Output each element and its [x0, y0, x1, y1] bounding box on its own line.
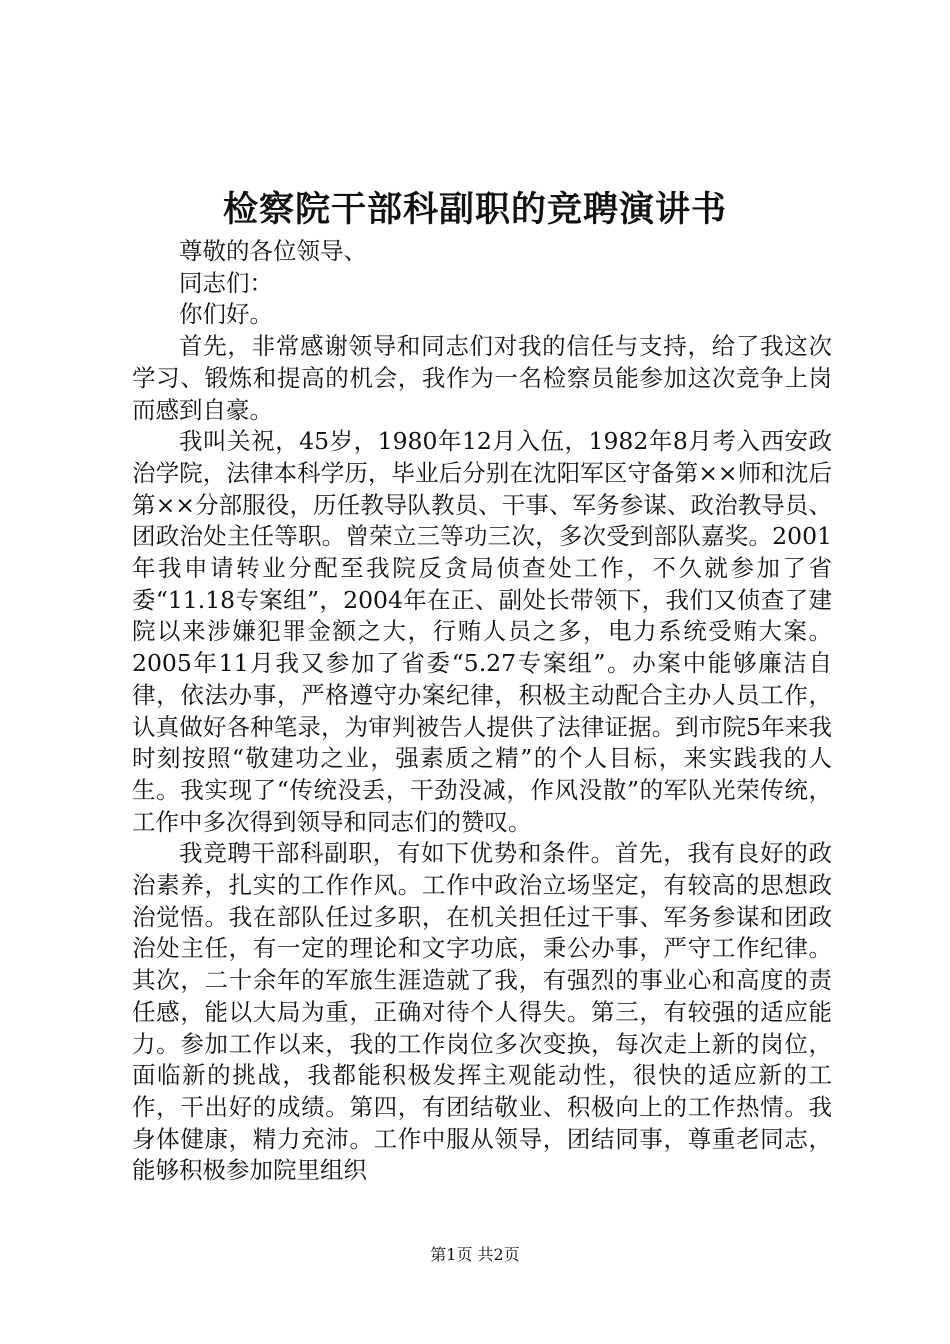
- paragraph: 我叫关祝，45岁，1980年12月入伍，1982年8月考入西安政治学院，法律本科学历，毕业后分别在沈阳军区守备第××师和沈后第××分部服役，历任教导队教员、干事、军务参谋、政治教导员、团政治处主任等职。曾荣立三等功三次，多次受到部队嘉奖。2001年我申请转业分配至我院反贪局侦查处工作，不久就参加了省委“11.18专案组”，2004年在正、副处长带领下，我们又侦查了建院以来涉嫌犯罪金额之大，行贿人员之多，电力系统受贿大案。2005年11月我又参加了省委“5.27专案组”。办案中能够廉洁自律，依法办事，严格遵守办案纪律，积极主动配合主办人员工作，认真做好各种笔录，为审判被告人提供了法律证据。到市院5年来我时刻按照“敬建功之业，强素质之精”的个人目标，来实践我的人生。我实现了“传统没丢，干劲没减，作风没散”的军队光荣传统，工作中多次得到领导和同志们的赞叹。: [132, 427, 832, 836]
- paragraph: 首先，非常感谢领导和同志们对我的信任与支持，给了我这次学习、锻炼和提高的机会，我作为一名检察员能参加这次竞争上岗而感到自豪。: [132, 332, 832, 424]
- paragraph: 我竞聘干部科副职，有如下优势和条件。首先，我有良好的政治素养，扎实的工作作风。工作中政治立场坚定，有较高的思想政治觉悟。我在部队任过多职，在机关担任过干事、军务参谋和团政治处主任，有一定的理论和文字功底，秉公办事，严守工作纪律。其次，二十余年的军旅生涯造就了我，有强烈的事业心和高度的责任感，能以大局为重，正确对待个人得失。第三，有较强的适应能力。参加工作以来，我的工作岗位多次变换，每次走上新的岗位，面临新的挑战，我都能积极发挥主观能动性，很快的适应新的工作，干出好的成绩。第四，有团结敬业、积极向上的工作热情。我身体健康，精力充沛。工作中服从领导，团结同事，尊重老同志，能够积极参加院里组织: [132, 839, 832, 1185]
- greeting-line: 你们好。: [179, 300, 273, 329]
- document-title: 检察院干部科副职的竞聘演讲书: [222, 189, 727, 230]
- salutation-line-2: 同志们：: [179, 268, 273, 297]
- salutation-line-1: 尊敬的各位领导、: [179, 237, 367, 265]
- page-number-footer: 第1页 共2页: [430, 1245, 520, 1264]
- document-body: [132, 236, 832, 1187]
